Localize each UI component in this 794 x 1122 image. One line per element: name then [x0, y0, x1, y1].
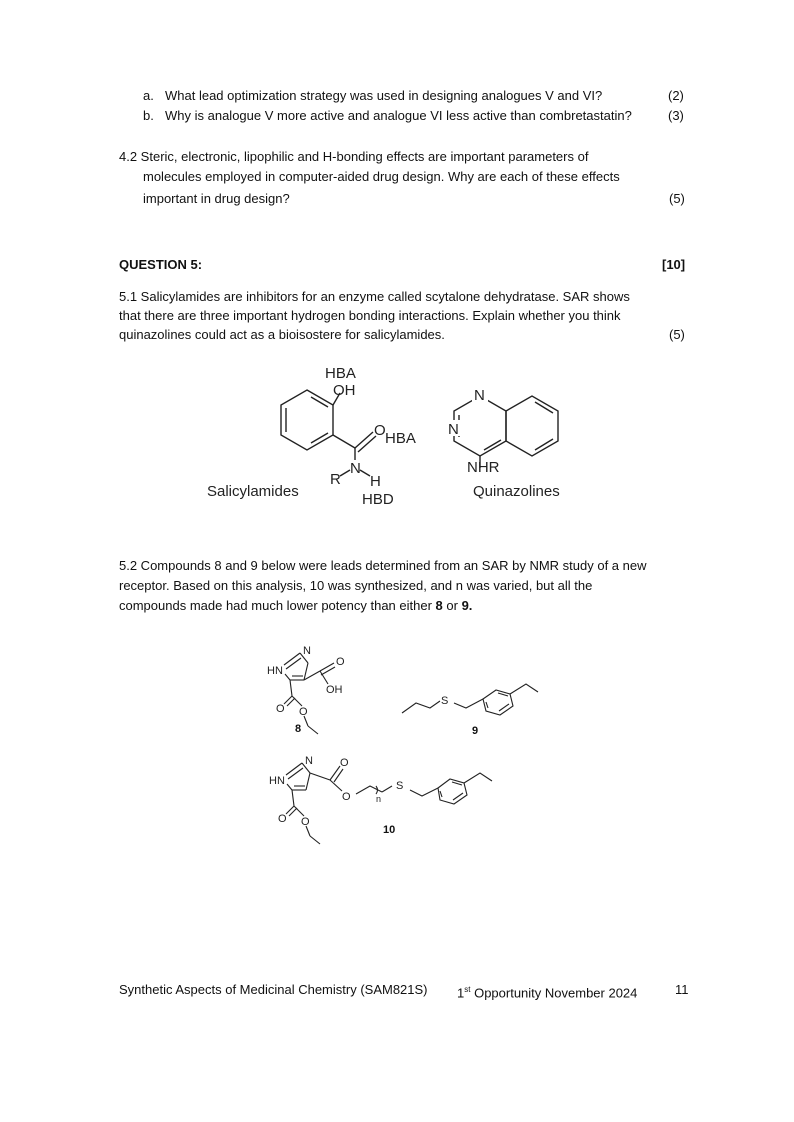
- quinazoline-benzo-ring: [506, 396, 558, 456]
- q52-compound-8: 8: [435, 598, 443, 613]
- quinazoline-n-top-label: N: [474, 387, 485, 404]
- q42-marks: (5): [669, 191, 685, 206]
- item-b-marks: (3): [668, 108, 684, 123]
- quinazoline-n-left-label: N: [448, 421, 459, 438]
- item-a-marks: (2): [668, 88, 684, 103]
- footer-opportunity-number: 1: [457, 985, 465, 1001]
- q52-line-3-pre: compounds made had much lower potency than either: [119, 598, 436, 613]
- q51-line-3: quinazolines could act as a bioisostere for salicylamides.: [119, 327, 445, 342]
- compound-8-number: 8: [295, 723, 302, 735]
- q42-line-2: molecules employed in computer-aided drug design. Why are each of these effects: [143, 169, 620, 184]
- compound-10-sulfur-label: S: [396, 780, 404, 792]
- amide-hydrogen-label: H: [370, 473, 381, 490]
- q52-line-2: receptor. Based on this analysis, 10 was synthesized, and n was varied, but all the: [119, 578, 593, 593]
- compound-8-hn-label: HN: [267, 665, 283, 677]
- footer-opportunity-text: Opportunity November 2024: [470, 985, 638, 1001]
- hbd-label: HBD: [362, 491, 394, 508]
- q51-line-2: that there are three important hydrogen bonding interactions. Explain whether you think: [119, 308, 621, 323]
- q51-line-1: 5.1 Salicylamides are inhibitors for an enzyme called scytalone dehydratase. SAR shows: [119, 289, 630, 304]
- footer-opportunity-suffix: st: [464, 985, 471, 994]
- q42-line-3: important in drug design?: [143, 191, 290, 206]
- quinazoline-hetero-ring: [454, 396, 506, 456]
- amide-nitrogen-label: N: [350, 460, 361, 477]
- compound-8-oh-label: OH: [326, 684, 343, 696]
- hydroxyl-label: OH: [333, 382, 356, 399]
- q42-line-1: 4.2 Steric, electronic, lipophilic and H-bonding effects are important parameters of: [119, 149, 589, 164]
- compound-9-number: 9: [472, 725, 479, 737]
- question-5-heading: QUESTION 5:: [119, 257, 203, 272]
- compound-8-ester-oxygen-2-label: O: [299, 706, 308, 718]
- footer-course: Synthetic Aspects of Medicinal Chemistry (SAM821S): [119, 982, 428, 997]
- footer-opportunity: [457, 980, 637, 1002]
- salicylamide-quinazoline-figure: [190, 360, 610, 510]
- nhr-label: NHR: [467, 459, 500, 476]
- footer-page-number: 11: [675, 982, 689, 997]
- item-b-letter: b.: [143, 108, 154, 123]
- compound-10-number: 10: [383, 824, 396, 836]
- compound-10-hn-label: HN: [269, 775, 285, 787]
- salicylamide-benzene-ring: [281, 390, 333, 450]
- compound-10-lower-oxygen-1-label: O: [278, 813, 287, 825]
- quinazolines-label: Quinazolines: [473, 483, 560, 500]
- compound-10-carbonyl-oxygen-label: O: [340, 757, 349, 769]
- compound-9-sulfur-label: S: [441, 695, 449, 707]
- salicylamides-label: Salicylamides: [207, 483, 299, 500]
- q52-line-1: 5.2 Compounds 8 and 9 below were leads determined from an SAR by NMR study of a new: [119, 558, 647, 573]
- compound-10-ester-oxygen-label: O: [342, 791, 351, 803]
- question-5-total: [10]: [662, 257, 686, 272]
- compound-9-benzene-ring: [483, 690, 513, 715]
- compound-10-lower-oxygen-2-label: O: [301, 816, 310, 828]
- q52-line-3-mid: or: [442, 598, 462, 613]
- carbonyl-oxygen-label: O: [374, 422, 386, 439]
- item-a-letter: a.: [143, 88, 154, 103]
- compound-10-n-label: N: [305, 755, 313, 767]
- hba-right-label: HBA: [385, 430, 416, 447]
- compound-10-benzene-ring: [438, 779, 467, 804]
- item-b-text: Why is analogue V more active and analogue VI less active than combretastatin?: [165, 108, 632, 123]
- compound-8-ester-oxygen-1-label: O: [276, 703, 285, 715]
- compound-8-acid-oxygen-label: O: [336, 656, 345, 668]
- r-group-label: R: [330, 471, 341, 488]
- q52-compound-9: 9.: [461, 598, 473, 613]
- item-a-text: What lead optimization strategy was used in designing analogues V and VI?: [165, 88, 603, 103]
- compounds-8-9-10-figure: [250, 636, 580, 861]
- q51-marks: (5): [669, 327, 685, 342]
- hba-top-label: HBA: [325, 365, 356, 382]
- compound-10-n-subscript: n: [376, 794, 382, 804]
- q52-line-3: [119, 596, 472, 615]
- compound-8-n-label: N: [303, 645, 311, 657]
